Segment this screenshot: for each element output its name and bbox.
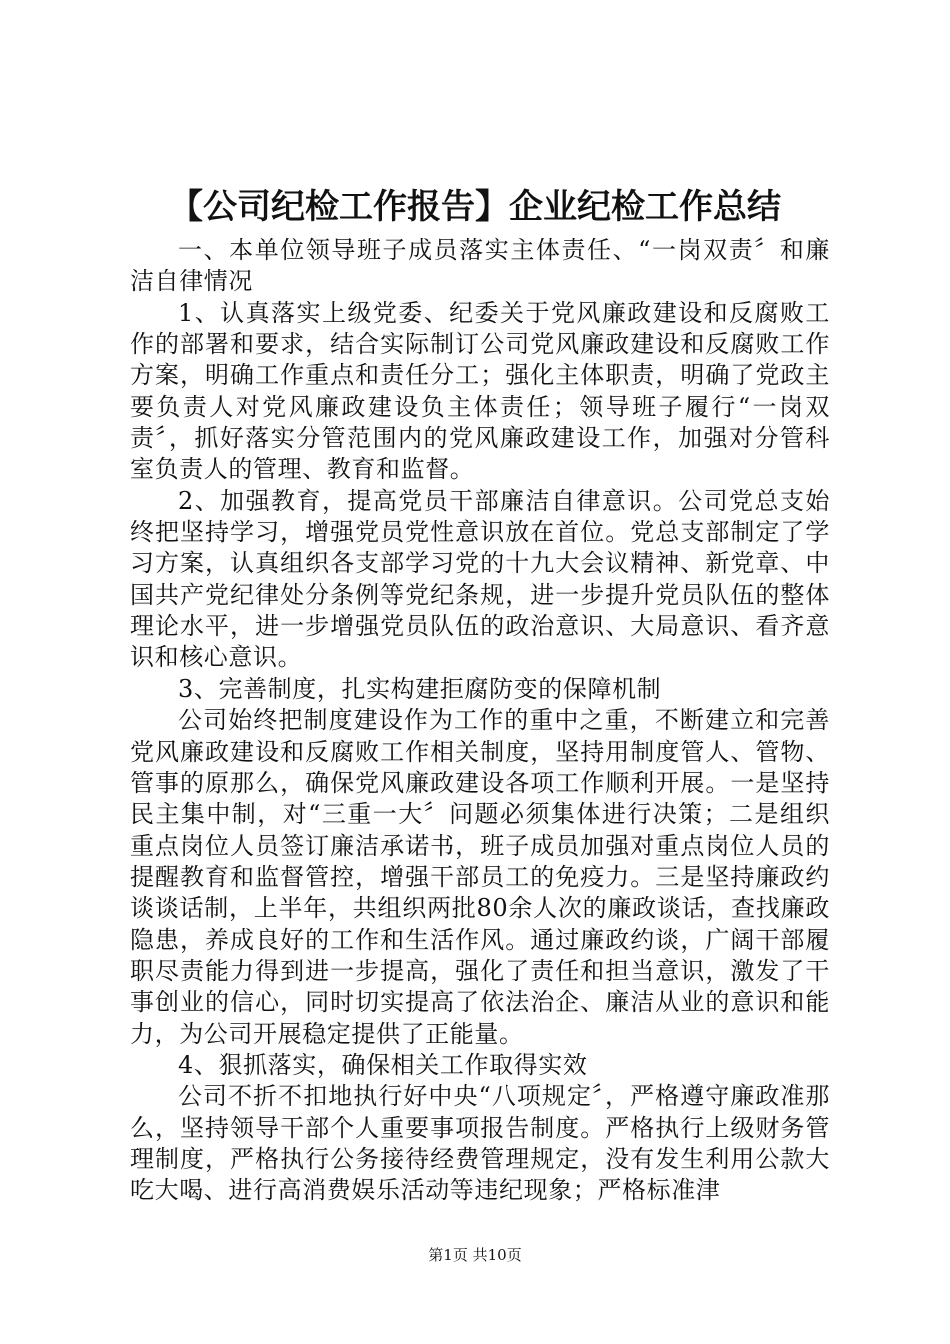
paragraph-item-2: 2、加强教育，提高党员干部廉洁自律意识。公司党总支始终把坚持学习，增强党员党性意识放在首位。党总支部制定了学习方案，认真组织各支部学习党的十九大会议精神、新党章、中国共产党纪律处分条例等党纪条规，进一步提升党员队伍的整体理论水平，进一步增强党员队伍的政治意识、大局意识、看齐意识和核心意识。 [130, 486, 830, 672]
paragraph-item-4-heading: 4、狠抓落实，确保相关工作取得实效 [178, 1050, 588, 1079]
paragraph-item-3-heading: 3、完善制度，扎实构建拒腐防变的保障机制 [178, 674, 662, 703]
paragraph-section-heading: 一、本单位领导班子成员落实主体责任、“一岗双责〞和廉洁自律情况 [130, 236, 830, 296]
document-title: 【公司纪检工作报告】企业纪检工作总结 [169, 187, 781, 227]
paragraph-item-1: 1、认真落实上级党委、纪委关于党风廉政建设和反腐败工作的部署和要求，结合实际制订公司党风廉政建设和反腐败工作方案，明确工作重点和责任分工；强化主体职责，明确了党政主要负责人对党风廉政建设负主体责任；领导班子履行“一岗双责〞，抓好落实分管范围内的党风廉政建设工作，加强对分管科室负责人的管理、教育和监督。 [130, 298, 830, 484]
paragraph-item-3-body: 公司始终把制度建设作为工作的重中之重，不断建立和完善党风廉政建设和反腐败工作相关制度，坚持用制度管人、管物、管事的原那么，确保党风廉政建设各项工作顺利开展。一是坚持民主集中制，对“三重一大〞问题必须集体进行决策；二是组织重点岗位人员签订廉洁承诺书，班子成员加强对重点岗位人员的提醒教育和监督管控，增强干部员工的免疫力。三是坚持廉政约谈谈话制，上半年，共组织两批80余人次的廉政谈话，查找廉政隐患，养成良好的工作和生活作风。通过廉政约谈，广阔干部履职尽责能力得到进一步提高，强化了责任和担当意识，激发了干事创业的信心，同时切实提高了依法治企、廉洁从业的意识和能力，为公司开展稳定提供了正能量。 [130, 706, 830, 1048]
paragraph-item-4-body: 公司不折不扣地执行好中央“八项规定〞，严格遵守廉政准那么，坚持领导干部个人重要事项报告制度。严格执行上级财务管理制度，严格执行公务接待经费管理规定，没有发生利用公款大吃大喝、进行高消费娱乐活动等违纪现象；严格标准津 [130, 1082, 830, 1205]
page-number-footer: 第1页 共10页 [428, 1246, 522, 1264]
document-body [130, 235, 830, 1207]
